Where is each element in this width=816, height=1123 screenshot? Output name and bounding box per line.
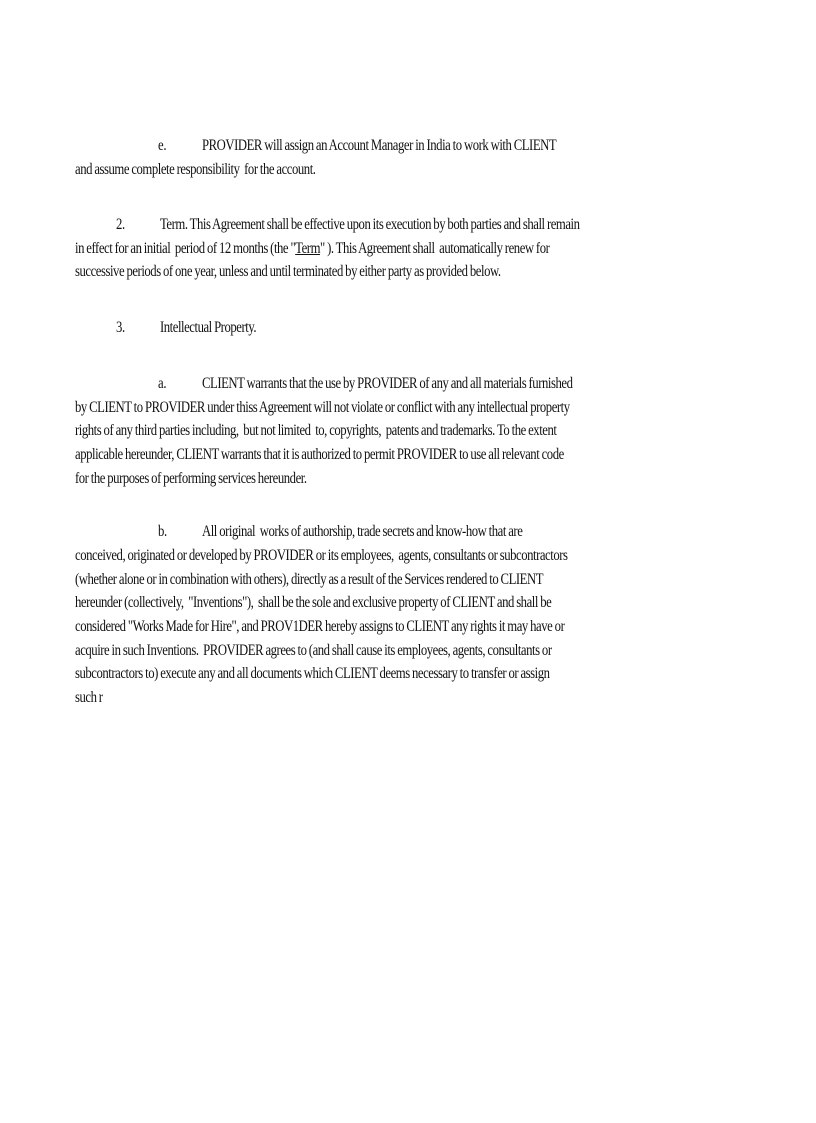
paragraph-line: successive periods of one year, unless and until terminated by either party as provided below.	[75, 263, 501, 280]
paragraph-line: CLIENT warrants that the use by PROVIDER of any and all materials furnished	[202, 375, 573, 392]
paragraph-line: such r	[75, 689, 103, 706]
paragraph-line: by CLIENT to PROVIDER under thiss Agreement will not violate or conflict with any intellectual property	[75, 399, 570, 416]
paragraph-line: All original works of authorship, trade secrets and know-how that are	[202, 523, 523, 540]
paragraph-line	[75, 240, 549, 258]
paragraph-marker: b.	[158, 523, 167, 540]
paragraph-line: conceived, originated or developed by PROVIDER or its employees, agents, consultants or subcontractors	[75, 547, 568, 564]
paragraph-line: PROVIDER will assign an Account Manager in India to work with CLIENT	[202, 137, 557, 154]
paragraph-line: subcontractors to) execute any and all documents which CLIENT deems necessary to transfer or assign	[75, 665, 550, 682]
paragraph-line: (whether alone or in combination with others), directly as a result of the Services rendered to CLIENT	[75, 571, 544, 588]
paragraph-marker: a.	[158, 375, 167, 392]
paragraph-line: rights of any third parties including, but not limited to, copyrights, patents and trademarks. To the extent	[75, 422, 557, 439]
text-run: in effect for an initial period of 12 months (the "	[75, 240, 296, 257]
paragraph-line: acquire in such Inventions. PROVIDER agrees to (and shall cause its employees, agents, consultants or	[75, 642, 552, 659]
paragraph-line: considered "Works Made for Hire", and PROV1DER hereby assigns to CLIENT any rights it may have or	[75, 618, 565, 635]
defined-term: Term	[295, 240, 321, 257]
section-number: 3.	[116, 319, 125, 336]
paragraph-line: Term. This Agreement shall be effective upon its execution by both parties and shall remain	[160, 216, 580, 233]
section-number: 2.	[116, 216, 125, 233]
paragraph-marker: e.	[158, 137, 167, 154]
paragraph-line: for the purposes of performing services hereunder.	[75, 470, 307, 487]
paragraph-line: and assume complete responsibility for the account.	[75, 161, 316, 178]
section-heading: Intellectual Property.	[160, 319, 257, 336]
paragraph-line: hereunder (collectively, "Inventions"), shall be the sole and exclusive property of CLIENT and shall be	[75, 594, 552, 611]
paragraph-line: applicable hereunder, CLIENT warrants that it is authorized to permit PROVIDER to use all relevant code	[75, 446, 564, 463]
text-run: " ). This Agreement shall automatically renew for	[320, 240, 550, 257]
